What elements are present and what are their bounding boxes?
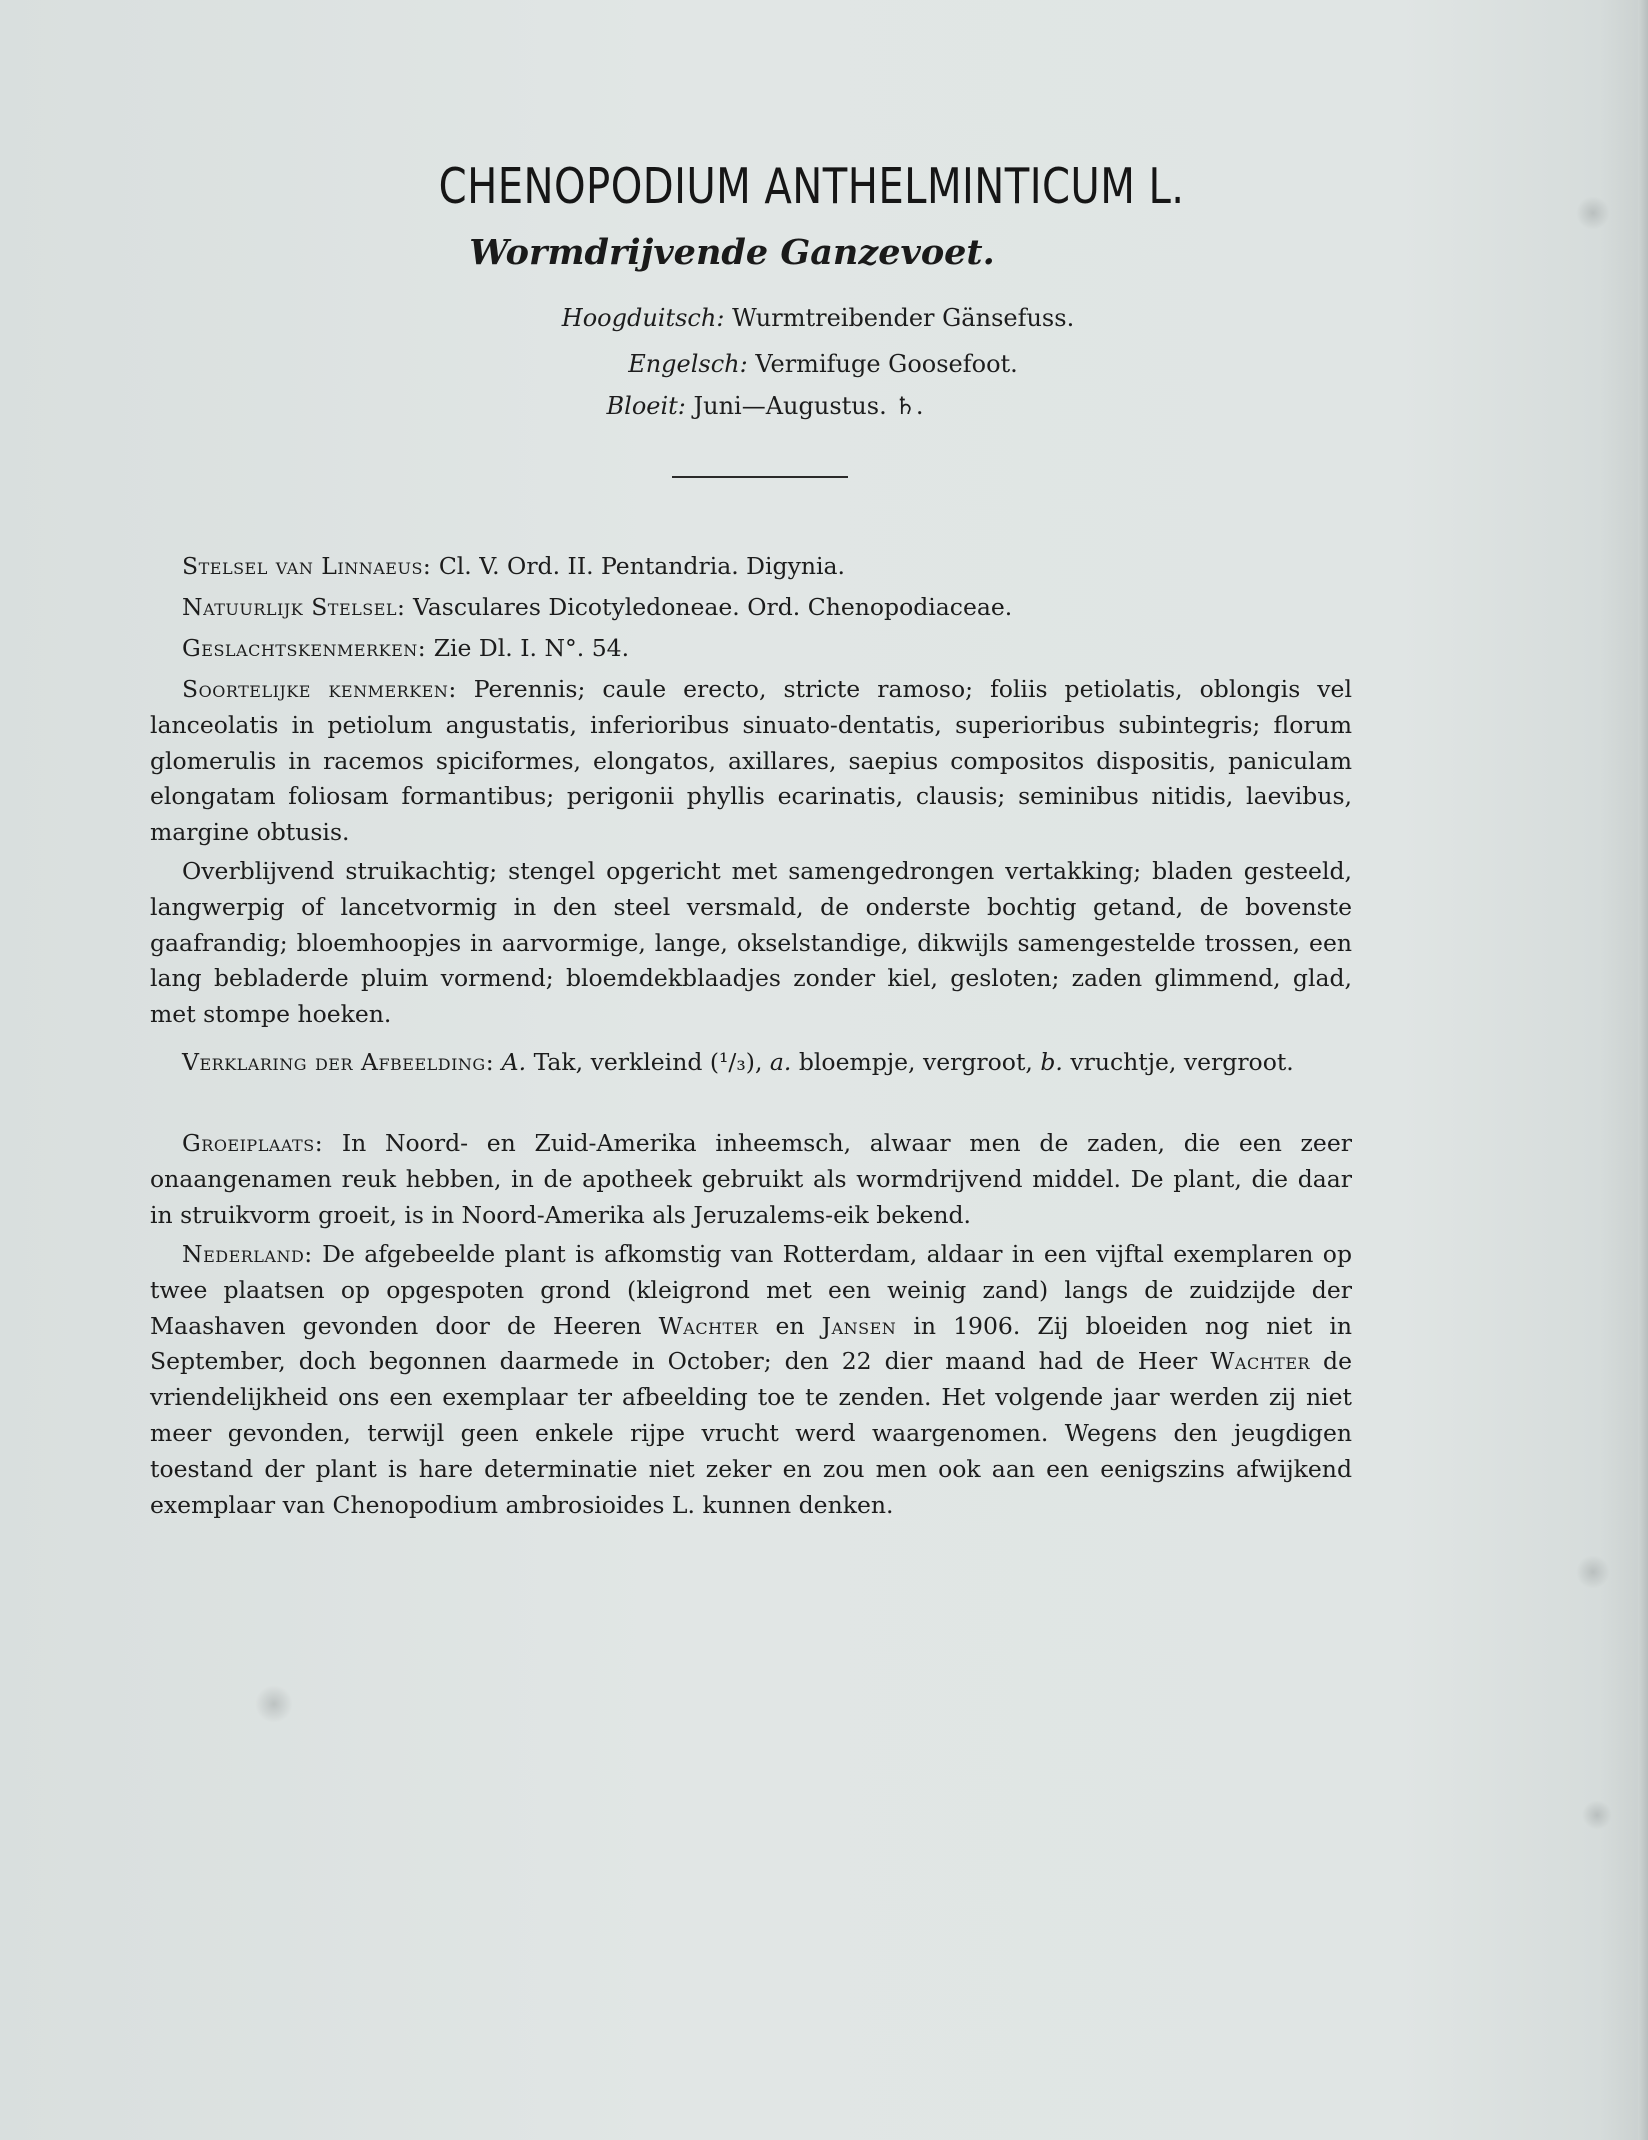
natuurlijk-stelsel-text: Vasculares Dicotyledoneae. Ord. Chenopodiaceae. xyxy=(412,593,1013,621)
page-subtitle: Wormdrijvende Ganzevoet. xyxy=(469,232,995,273)
nederland-text-4: de vriendelijkheid ons een exemplaar ter afbeelding toe te zenden. Het volgende jaar werden zij niet meer gevonden, terwijl geen enkele rijpe vrucht werd waargenomen. Wegens den jeugdigen toestand der plant is hare determinatie niet zeker en zou men ook aan een eenigszins afwijkend exemplaar van Chenopodium ambrosioides L. kunnen denken. xyxy=(150,1347,1352,1519)
nederland-paragraph xyxy=(150,1237,1352,1523)
groeiplaats-text: In Noord- en Zuid-Amerika inheemsch, alwaar men de zaden, die een zeer onaangenamen reuk hebben, in de apotheek gebruikt als wormdrijvend middel. De plant, die daar in struikvorm groeit, is in Noord-Amerika als Jeruzalems-eik bekend. xyxy=(150,1129,1352,1229)
natuurlijk-stelsel-label: Natuurlijk Stelsel: xyxy=(182,593,406,621)
bloeit-label: Bloeit: xyxy=(606,392,686,420)
bloeit-value: Juni—Augustus. ♄. xyxy=(693,392,924,420)
geslachtskenmerken-label: Geslachtskenmerken: xyxy=(182,634,427,662)
natuurlijk-stelsel-paragraph xyxy=(150,590,1352,626)
geslachtskenmerken-text: Zie Dl. I. N°. 54. xyxy=(433,634,630,662)
engelsch-line xyxy=(0,350,1647,378)
figure-letter-a-lower: a. xyxy=(769,1048,792,1076)
engelsch-value: Vermifuge Goosefoot. xyxy=(755,350,1018,378)
divider-rule xyxy=(672,476,848,478)
stelsel-linnaeus-text: Cl. V. Ord. II. Pentandria. Digynia. xyxy=(438,552,845,580)
person-name-wachter: Wachter xyxy=(658,1311,759,1340)
stelsel-linnaeus-label: Stelsel van Linnaeus: xyxy=(182,552,432,580)
figure-letter-a-upper: A. xyxy=(501,1048,527,1076)
bloeit-line xyxy=(0,392,1589,420)
soortelijke-kenmerken-text: Perennis; caule erecto, stricte ramoso; foliis petiolatis, oblongis vel lanceolatis in petiolum angustatis, inferioribus sinuato-dentatis, superioribus subintegris; florum glomerulis in racemos spiciformes, elongatos, axillares, saepius compositos dispositis, paniculam elongatam foliosam formantibus; perigonii phyllis ecarinatis, clausis; seminibus nitidis, laevibus, margine obtusis. xyxy=(150,675,1352,847)
figure-letter-b: b. xyxy=(1040,1048,1063,1076)
groeiplaats-label: Groeiplaats: xyxy=(182,1129,324,1157)
paper-spot xyxy=(255,1685,293,1723)
nederland-text-3: in 1906. Zij bloeiden nog niet in September, doch begonnen daarmede in October; den 22 dier maand had de Heer xyxy=(150,1311,1352,1376)
page-title: CHENOPODIUM ANTHELMINTICUM L. xyxy=(438,158,1185,215)
verklaring-label: Verklaring der Afbeelding: xyxy=(182,1048,495,1076)
soortelijke-kenmerken-paragraph xyxy=(150,672,1352,851)
nederland-text-1: De afgebeelde plant is afkomstig van Rotterdam, aldaar in een vijftal exemplaren op twee plaatsen op opgespoten grond (kleigrond met een weinig zand) langs de zuidzijde der Maashaven gevonden door de Heeren xyxy=(150,1240,1352,1340)
figure-a-lower-text: bloempje, vergroot, xyxy=(798,1048,1033,1076)
geslachtskenmerken-paragraph xyxy=(150,631,1352,667)
figure-a-upper-text: Tak, verkleind (¹/₃), xyxy=(533,1048,763,1076)
groeiplaats-paragraph xyxy=(150,1126,1352,1233)
soortelijke-kenmerken-label: Soortelijke kenmerken: xyxy=(182,675,457,703)
paper-spot xyxy=(1576,196,1610,230)
paper-spot xyxy=(1582,1800,1612,1830)
beschrijving-paragraph: Overblijvend struikachtig; stengel opgericht met samengedrongen vertakking; bladen gesteeld, langwerpig of lancetvormig in den steel versmald, de onderste bochtig getand, de bovenste gaafrandig; bloemhoopjes in aarvormige, lange, okselstandige, dikwijls samengestelde trossen, een lang bebladerde pluim vormend; bloemdekblaadjes zonder kiel, gesloten; zaden glimmend, glad, met stompe hoeken. xyxy=(150,857,1352,1029)
person-name-jansen: Jansen xyxy=(821,1311,897,1340)
hoogduitsch-label: Hoogduitsch: xyxy=(561,304,725,332)
nederland-label: Nederland: xyxy=(182,1240,313,1268)
hoogduitsch-value: Wurmtreibender Gänsefuss. xyxy=(732,304,1075,332)
nederland-text-2: en xyxy=(775,1311,805,1340)
engelsch-label: Engelsch: xyxy=(628,350,748,378)
figure-b-text: vruchtje, vergroot. xyxy=(1070,1048,1294,1076)
verklaring-paragraph xyxy=(150,1045,1352,1081)
paper-spot xyxy=(1576,1555,1610,1589)
stelsel-linnaeus-paragraph xyxy=(150,549,1352,585)
hoogduitsch-line xyxy=(0,304,1642,332)
person-name-wachter-2: Wachter xyxy=(1210,1347,1311,1376)
